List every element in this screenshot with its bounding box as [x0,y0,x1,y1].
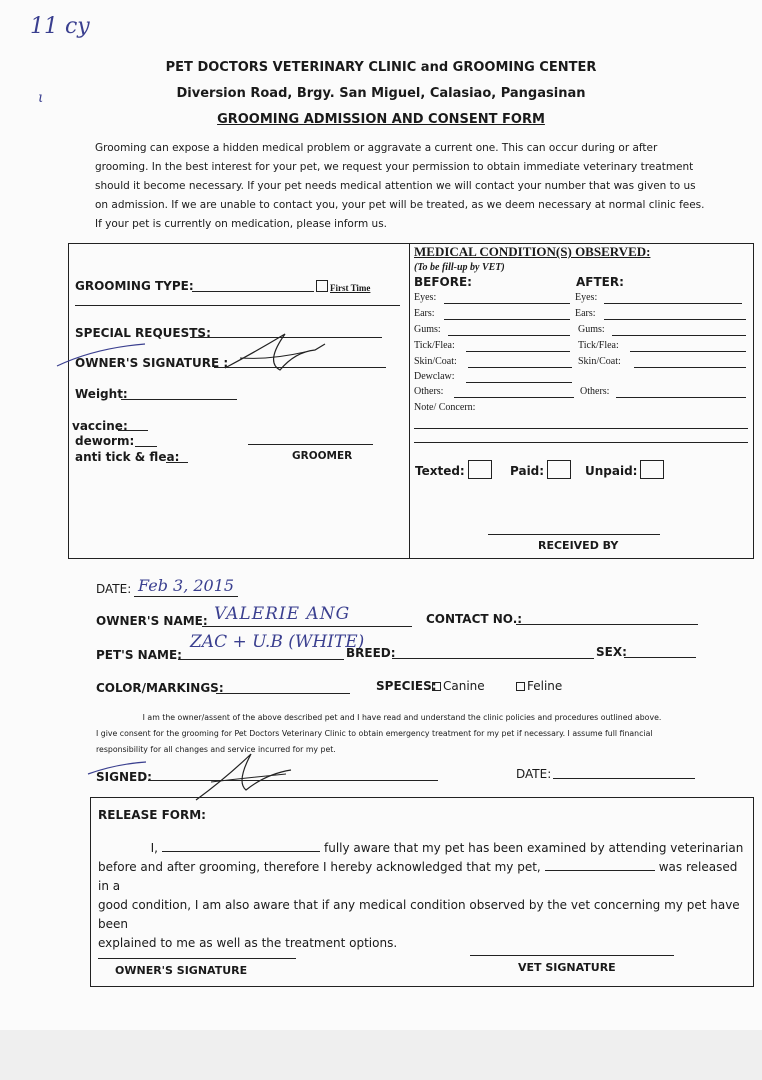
received-by-line[interactable] [488,534,660,535]
after-ears: Ears: [575,308,596,319]
intro-paragraph: Grooming can expose a hidden medical problem or aggravate a current one. This can occur during or after grooming. In the best interest for your pet, we request your permission to obtain immediate veterinary treatment should it become necessary. If your pet needs medical attention we will contact your number that was given to us on admission. If we are unable to contact you, your pet will be treated, as we deem necessary at normal clinic fees. If your pet is currently on medication, please inform us. [95,142,705,230]
color-label: COLOR/MARKINGS: [96,681,224,695]
medical-panel [408,243,754,559]
before-gums: Gums: [414,324,441,335]
feline-option[interactable]: Feline [516,679,562,693]
breed-field[interactable] [392,658,594,659]
before-others-field[interactable] [454,397,574,398]
release-owner-signature-label: OWNER'S SIGNATURE [115,964,248,977]
after-gums-field[interactable] [612,335,746,336]
after-tick-field[interactable] [630,351,746,352]
grooming-type-line2 [75,305,400,306]
after-tick: Tick/Flea: [578,340,619,351]
groomer-signature-line[interactable] [248,444,373,445]
consent-text: I am the owner/assent of the above described pet and I have read and understand the clinic policies and procedures outlined above. I give consent for the grooming for Pet Doctors Veterinary Clinic to obtain emergency treatment for my pet if necessary. I assume full financial responsibility for all changes and service incurred for my pet. [96,713,662,754]
anti-tick-label: anti tick & flea: [75,450,180,464]
form-title: GROOMING ADMISSION AND CONSENT FORM [217,112,545,127]
before-tick-field[interactable] [466,351,570,352]
unpaid-checkbox[interactable]: Unpaid: [585,460,664,479]
release-vet-signature-line[interactable] [470,955,674,956]
before-dewclaw: Dewclaw: [414,371,455,382]
received-by-label: RECEIVED BY [538,539,619,552]
after-label: AFTER: [576,275,624,289]
before-ears-field[interactable] [444,319,570,320]
grooming-type-field[interactable] [192,291,314,292]
color-field[interactable] [216,693,350,694]
unpaid-box [640,460,664,479]
before-dewclaw-field[interactable] [466,382,572,383]
first-time-checkbox[interactable]: First Time [316,280,370,293]
feline-checkbox-icon [516,682,525,691]
release-name-field[interactable] [162,839,320,852]
groomer-label: GROOMER [292,450,353,462]
after-eyes-field[interactable] [604,303,742,304]
pet-name-field [178,659,344,660]
before-label: BEFORE: [414,275,472,289]
owner-name-value[interactable]: VALERIE ANG [214,604,351,624]
clinic-address: Diversion Road, Brgy. San Miguel, Calasiao, Pangasinan [176,86,586,101]
paid-box [547,460,571,479]
after-skin-field[interactable] [634,367,746,368]
release-pet-field[interactable] [545,858,655,871]
release-vet-signature-label: VET SIGNATURE [518,961,616,974]
contact-field[interactable] [516,624,698,625]
margin-note: 11 cy [30,14,90,39]
release-title: RELEASE FORM: [98,808,206,822]
owner-name-field [202,626,412,627]
breed-label: BREED: [346,646,396,660]
anti-tick-field[interactable] [166,462,188,463]
note-line-1[interactable] [414,428,748,429]
paid-checkbox[interactable]: Paid: [510,460,571,479]
signed-label: SIGNED: [96,770,152,784]
release-text: I, fully aware that my pet has been examined by attending veterinarian before and after grooming, therefore I hereby acknowledged that my pet, was released in a good condition, I am also aware that if any medical condition observed by the vet concerning my pet have been explained to me as well as the treatment options. [98,841,744,950]
owner-name-label: OWNER'S NAME: [96,614,208,628]
before-skin-field[interactable] [468,367,572,368]
checkbox-icon [316,280,328,292]
after-skin: Skin/Coat: [578,356,621,367]
deworm-field[interactable] [135,446,157,447]
deworm-label: deworm: [75,434,135,448]
after-gums: Gums: [578,324,605,335]
after-eyes: Eyes: [575,292,598,303]
after-ears-field[interactable] [604,319,746,320]
note-line-2[interactable] [414,442,748,443]
canine-option[interactable]: Canine [432,679,485,693]
release-owner-signature-line[interactable] [98,958,296,959]
before-ears: Ears: [414,308,435,319]
note-label: Note/ Concern: [414,402,476,413]
signed-date-field[interactable] [553,778,695,779]
date-field [134,596,238,597]
signed-date-label: DATE: [516,767,552,781]
margin-mark: ι [38,90,44,106]
before-others: Others: [414,386,444,397]
vaccine-field[interactable] [118,430,148,431]
before-eyes: Eyes: [414,292,437,303]
weight-field[interactable] [121,399,237,400]
before-gums-field[interactable] [448,335,570,336]
texted-checkbox[interactable]: Texted: [415,460,492,479]
medical-subtitle: (To be fill-up by VET) [414,262,505,273]
special-requests-label: SPECIAL REQUESTS: [75,326,211,340]
after-others: Others: [580,386,610,397]
species-label: SPECIES: [376,679,437,693]
weight-label: Weight: [75,387,128,401]
before-eyes-field[interactable] [444,303,570,304]
contact-label: CONTACT NO.: [426,612,523,626]
pet-name-value[interactable]: ZAC + U.B (WHITE) [190,632,365,652]
pet-name-label: PET'S NAME: [96,648,182,662]
owner-signature-scribble [55,322,335,380]
sex-field[interactable] [624,657,696,658]
date-value[interactable]: Feb 3, 2015 [138,576,235,595]
date-label: DATE: [96,582,132,596]
canine-checkbox-icon [432,682,441,691]
grooming-type-label: GROOMING TYPE: [75,279,194,293]
after-others-field[interactable] [616,397,746,398]
medical-title: MEDICAL CONDITION(S) OBSERVED: [414,244,651,259]
before-skin: Skin/Coat: [414,356,457,367]
owner-signature-label: OWNER'S SIGNATURE : [75,356,229,370]
vaccine-label: vaccine: [72,419,128,433]
before-tick: Tick/Flea: [414,340,455,351]
sex-label: SEX: [596,645,627,659]
texted-box [468,460,492,479]
clinic-name: PET DOCTORS VETERINARY CLINIC and GROOMING CENTER [165,60,597,75]
